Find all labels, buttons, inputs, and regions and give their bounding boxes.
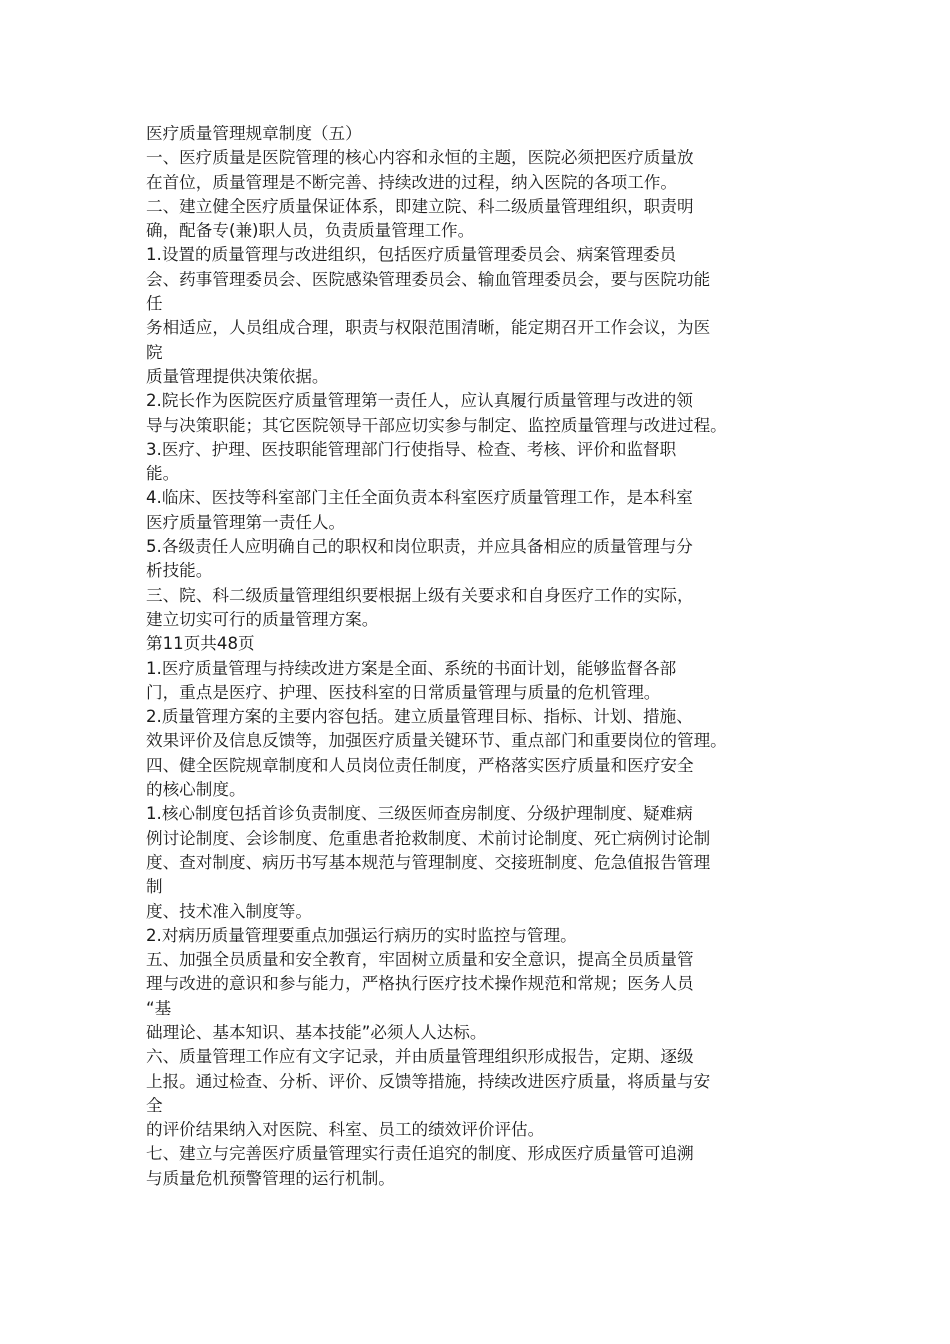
text-line: 制: [146, 877, 163, 897]
text-line: 度、技术准入制度等。: [146, 901, 312, 921]
text-line: 医疗质量管理第一责任人。: [146, 512, 346, 532]
text-line: 务相适应，人员组成合理，职责与权限范围清晰，能定期召开工作会议，为医: [146, 318, 711, 338]
text-line: 4.临床、医技等科室部门主任全面负责本科室医疗质量管理工作，是本科室: [146, 488, 693, 508]
text-line: 三、院、科二级质量管理组织要根据上级有关要求和自身医疗工作的实际，: [146, 585, 694, 605]
text-line: 确，配备专(兼)职人员，负责质量管理工作。: [146, 221, 475, 241]
text-line: 一、医疗质量是医院管理的核心内容和永恒的主题，医院必须把医疗质量放: [146, 148, 694, 168]
text-line: 1.设置的质量管理与改进组织，包括医疗质量管理委员会、病案管理委员: [146, 245, 677, 265]
text-line: 1.医疗质量管理与持续改进方案是全面、系统的书面计划，能够监督各部: [146, 658, 677, 678]
text-line: 的评价结果纳入对医院、科室、员工的绩效评价评估。: [146, 1120, 545, 1140]
text-line: 理与改进的意识和参与能力，严格执行医疗技术操作规范和常规；医务人员: [146, 974, 694, 994]
text-line: 1.核心制度包括首诊负责制度、三级医师查房制度、分级护理制度、疑难病: [146, 804, 693, 824]
text-line: 3.医疗、护理、医技职能管理部门行使指导、检查、考核、评价和监督职: [146, 439, 677, 459]
text-line: 建立切实可行的质量管理方案。: [146, 609, 379, 629]
text-line: 2.对病历质量管理要重点加强运行病历的实时监控与管理。: [146, 925, 577, 945]
text-line: 的核心制度。: [146, 780, 246, 800]
text-line: 度、查对制度、病历书写基本规范与管理制度、交接班制度、危急值报告管理: [146, 852, 711, 872]
text-line: 质量管理提供决策依据。: [146, 366, 329, 386]
text-line: 会、药事管理委员会、医院感染管理委员会、输血管理委员会，要与医院功能: [146, 269, 711, 289]
text-line: “基: [146, 998, 172, 1018]
text-line: 5.各级责任人应明确自己的职权和岗位职责，并应具备相应的质量管理与分: [146, 537, 693, 557]
text-line: 础理论、基本知识、基本技能”必须人人达标。: [146, 1022, 487, 1042]
text-line: 门，重点是医疗、护理、医技科室的日常质量管理与质量的危机管理。: [146, 682, 661, 702]
text-line: 析技能。: [146, 561, 213, 581]
text-line: 六、质量管理工作应有文字记录，并由质量管理组织形成报告，定期、逐级: [146, 1047, 694, 1067]
document-body: [146, 122, 816, 1191]
text-line: 导与决策职能；其它医院领导干部应切实参与制定、监控质量管理与改进过程。: [146, 415, 727, 435]
text-line: 全: [146, 1095, 163, 1115]
page-number: 第11页共48页: [146, 634, 255, 654]
document-title: 医疗质量管理规章制度（五）: [146, 124, 362, 143]
text-line: 七、建立与完善医疗质量管理实行责任追究的制度、形成医疗质量管可追溯: [146, 1144, 694, 1164]
text-line: 能。: [146, 464, 180, 484]
text-line: 2.院长作为医院医疗质量管理第一责任人，应认真履行质量管理与改进的领: [146, 391, 693, 411]
text-line: 与质量危机预警管理的运行机制。: [146, 1168, 395, 1188]
text-line: 例讨论制度、会诊制度、危重患者抢救制度、术前讨论制度、死亡病例讨论制: [146, 828, 711, 848]
text-line: 四、健全医院规章制度和人员岗位责任制度，严格落实医疗质量和医疗安全: [146, 755, 694, 775]
text-line: 上报。通过检查、分析、评价、反馈等措施，持续改进医疗质量，将质量与安: [146, 1071, 711, 1091]
text-line: 任: [146, 294, 163, 314]
text-line: 二、建立健全医疗质量保证体系，即建立院、科二级质量管理组织，职责明: [146, 196, 694, 216]
text-line: 2.质量管理方案的主要内容包括。建立质量管理目标、指标、计划、措施、: [146, 707, 693, 727]
text-line: 效果评价及信息反馈等，加强医疗质量关键环节、重点部门和重要岗位的管理。: [146, 731, 727, 751]
text-line: 院: [146, 342, 163, 362]
text-line: 五、加强全员质量和安全教育，牢固树立质量和安全意识，提高全员质量管: [146, 950, 694, 970]
text-line: 在首位，质量管理是不断完善、持续改进的过程，纳入医院的各项工作。: [146, 172, 677, 192]
